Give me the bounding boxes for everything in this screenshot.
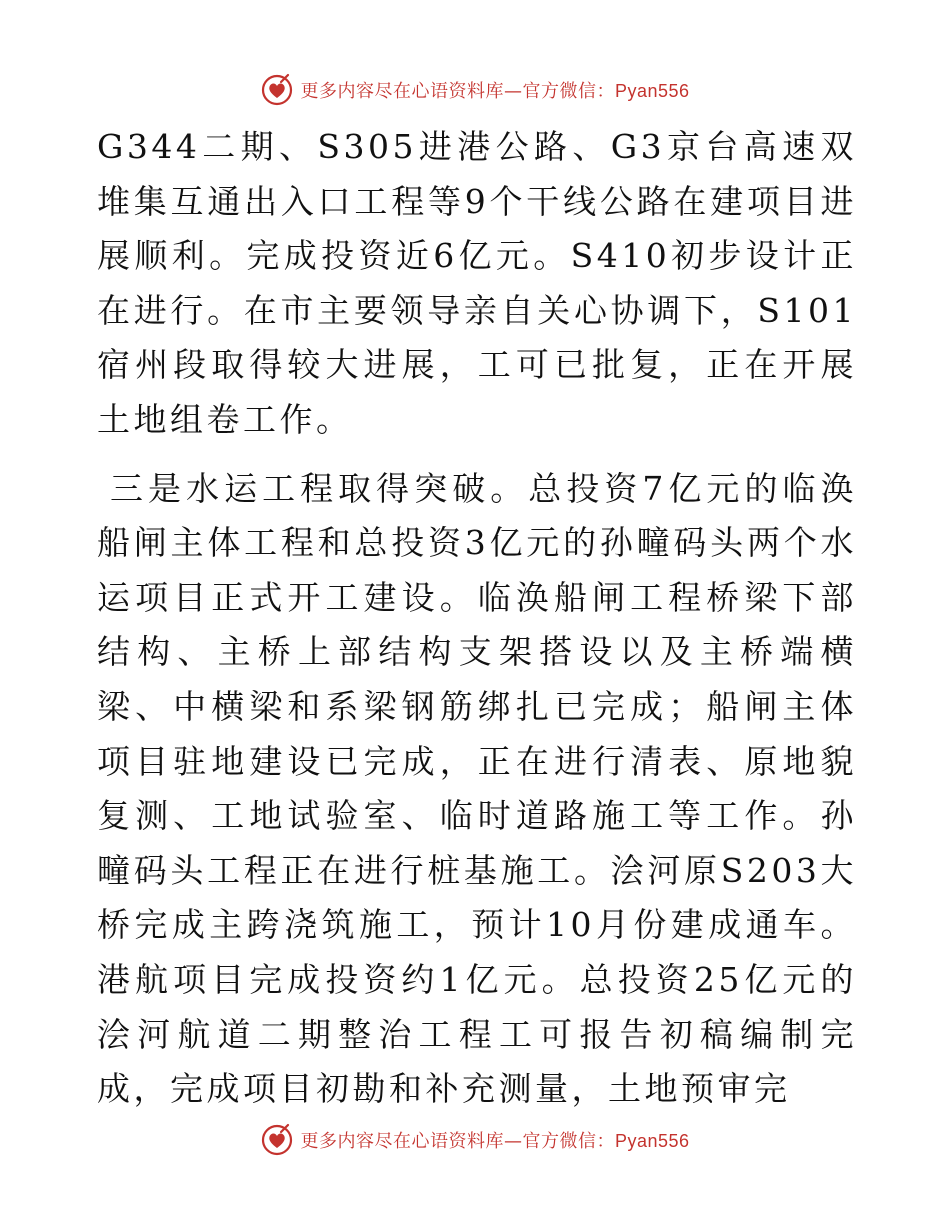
heart-pen-logo-icon — [260, 73, 294, 107]
paragraph-highway-projects: G344二期、S305进港公路、G3京台高速双堆集互通出入口工程等9个干线公路在建项目进展顺利。完成投资近6亿元。S410初步设计正在进行。在市主要领导亲自关心协调下，S101宿州段取得较大进展，工可已批复，正在开展土地组卷工作。 — [97, 127, 857, 439]
heart-pen-logo-icon — [260, 1123, 294, 1157]
footer-watermark — [0, 1120, 950, 1160]
paragraph-waterway-projects: 三是水运工程取得突破。总投资7亿元的临涣船闸主体工程和总投资3亿元的孙疃码头两个水运项目正式开工建设。临涣船闸工程桥梁下部结构、主桥上部结构支架搭设以及主桥端横梁、中横梁和系梁钢筋绑扎已完成；船闸主体项目驻地建设已完成，正在进行清表、原地貌复测、工地试验室、临时道路施工等工作。孙疃码头工程正在进行桩基施工。浍河原S203大桥完成主跨浇筑施工，预计10月份建成通车。港航项目完成投资约1亿元。总投资25亿元的浍河航道二期整治工程工可报告初稿编制完成，完成项目初勘和补充测量，土地预审完 — [97, 468, 857, 1109]
watermark-text: 更多内容尽在心语资料库—官方微信：Pyan556 — [300, 1131, 690, 1152]
header-watermark — [0, 70, 950, 110]
watermark-text: 更多内容尽在心语资料库—官方微信：Pyan556 — [300, 81, 690, 102]
document-body — [97, 120, 857, 1117]
